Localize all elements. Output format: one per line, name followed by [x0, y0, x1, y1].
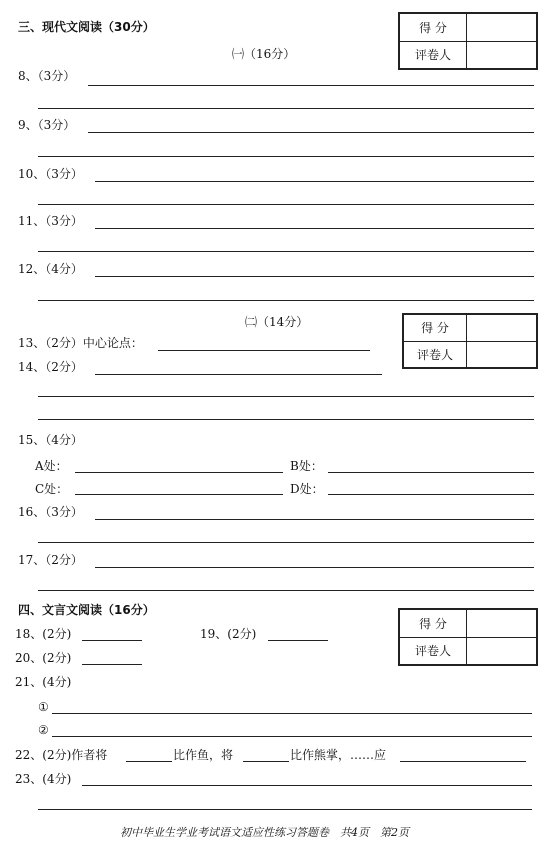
q17-answer-line[interactable] — [95, 567, 534, 568]
q20-answer-line[interactable] — [82, 664, 142, 665]
q11-label: 11、（3分） — [18, 214, 83, 228]
q22-middle: 比作鱼，将 — [173, 748, 234, 762]
q12-answer-line[interactable] — [95, 276, 534, 277]
score-field[interactable] — [467, 14, 537, 42]
q22-end: 比作熊掌，……应 — [290, 748, 387, 762]
q12-label: 12、（4分） — [18, 262, 83, 276]
q22-label: 22、(2分)作者将 — [15, 748, 108, 762]
q9-answer-line[interactable] — [88, 132, 534, 133]
q10-label: 10、（3分） — [18, 167, 83, 181]
q15-b-line[interactable] — [328, 472, 534, 473]
q15-c-label: C处： — [35, 482, 69, 496]
q15-a-label: A处： — [35, 459, 68, 473]
q19-label: 19、(2分) — [200, 627, 257, 641]
q9-answer-line-2[interactable] — [38, 156, 534, 157]
q16-answer-line[interactable] — [95, 519, 534, 520]
q22-blank-2[interactable] — [243, 761, 289, 762]
q13-answer-line[interactable] — [158, 350, 370, 351]
q21-item-2: ② — [38, 723, 49, 737]
score-field[interactable] — [467, 315, 537, 342]
part2-heading: ㈡（14分） — [245, 315, 309, 329]
q15-c-line[interactable] — [75, 494, 283, 495]
grader-field[interactable] — [467, 341, 537, 368]
score-box-3 — [398, 608, 538, 666]
q15-d-label: D处： — [290, 482, 324, 496]
q21-item-1: ① — [38, 700, 49, 714]
q15-d-line[interactable] — [328, 494, 534, 495]
q23-answer-line-2[interactable] — [38, 809, 532, 810]
page-footer: 初中毕业生学业考试语文适应性练习答题卷 共4页 第2页 — [120, 826, 409, 839]
score-field[interactable] — [467, 610, 537, 638]
grader-label: 评卷人 — [400, 637, 467, 665]
q16-answer-line-2[interactable] — [38, 542, 534, 543]
score-label: 得 分 — [404, 315, 467, 342]
q8-answer-line-2[interactable] — [38, 108, 534, 109]
q17-label: 17、（2分） — [18, 553, 83, 567]
q9-label: 9、（3分） — [18, 118, 76, 132]
q14-answer-line[interactable] — [95, 374, 382, 375]
q21-label: 21、(4分) — [15, 675, 72, 689]
q19-answer-line[interactable] — [268, 640, 328, 641]
q16-label: 16、（3分） — [18, 505, 83, 519]
q18-answer-line[interactable] — [82, 640, 142, 641]
q11-answer-line[interactable] — [95, 228, 534, 229]
q15-a-line[interactable] — [75, 472, 283, 473]
q14-answer-line-3[interactable] — [38, 419, 534, 420]
score-box-1 — [398, 12, 538, 70]
q15-b-label: B处： — [290, 459, 323, 473]
q10-answer-line[interactable] — [95, 181, 534, 182]
q21-2-answer-line[interactable] — [52, 736, 532, 737]
score-label: 得 分 — [400, 610, 467, 638]
q11-answer-line-2[interactable] — [38, 251, 534, 252]
section3-heading: 三、现代文阅读（30分） — [18, 20, 155, 34]
q21-1-answer-line[interactable] — [52, 713, 532, 714]
q18-label: 18、(2分) — [15, 627, 72, 641]
grader-label: 评卷人 — [400, 41, 467, 69]
grader-field[interactable] — [467, 637, 537, 665]
q13-label: 13、（2分）中心论点： — [18, 336, 143, 350]
q8-answer-line[interactable] — [88, 85, 534, 86]
grader-label: 评卷人 — [404, 341, 467, 368]
section4-heading: 四、文言文阅读（16分） — [18, 603, 155, 617]
q8-label: 8、（3分） — [18, 69, 76, 83]
q10-answer-line-2[interactable] — [38, 204, 534, 205]
q15-label: 15、（4分） — [18, 433, 83, 447]
q14-answer-line-2[interactable] — [38, 396, 534, 397]
q17-answer-line-2[interactable] — [38, 590, 534, 591]
q14-label: 14、（2分） — [18, 360, 83, 374]
score-box-2 — [402, 313, 538, 369]
q20-label: 20、(2分) — [15, 651, 72, 665]
score-label: 得 分 — [400, 14, 467, 42]
part1-heading: ㈠（16分） — [232, 47, 296, 61]
q23-label: 23、(4分) — [15, 772, 72, 786]
q23-answer-line[interactable] — [82, 785, 532, 786]
q12-answer-line-2[interactable] — [38, 300, 534, 301]
q22-blank-1[interactable] — [126, 761, 172, 762]
q22-blank-3[interactable] — [400, 761, 526, 762]
grader-field[interactable] — [467, 41, 537, 69]
